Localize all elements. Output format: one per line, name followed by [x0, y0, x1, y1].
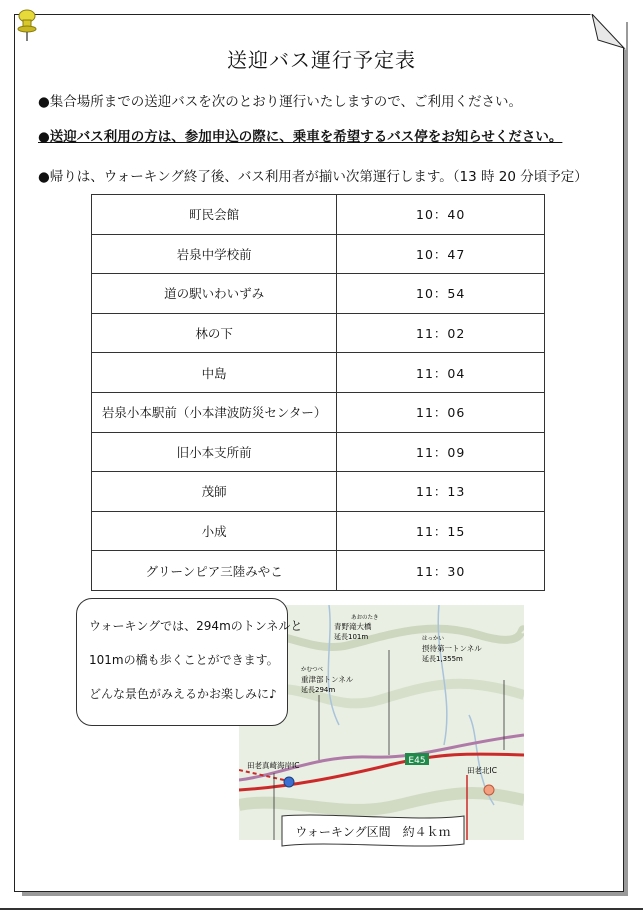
- bubble-line-1: ウォーキングでは、294mのトンネルと: [89, 619, 303, 633]
- table-row: [92, 353, 545, 393]
- departure-time-cell: 10：40: [337, 195, 545, 235]
- table-row: [92, 511, 545, 551]
- departure-time-cell: 11：02: [337, 313, 545, 353]
- table-row: [92, 472, 545, 512]
- departure-time-cell: 10：54: [337, 274, 545, 314]
- ic-left-label: 田老真崎海岸IC: [247, 761, 300, 770]
- table-row: [92, 392, 545, 432]
- notice-line-2: ●送迎バス利用の方は、参加申込の際に、乗車を希望するバス停をお知らせください。: [38, 129, 563, 145]
- notice-line-3: ●帰りは、ウォーキング終了後、バス利用者が揃い次第運行します。（13 時 20 分頃予定）: [38, 169, 588, 185]
- departure-time-cell: 11：15: [337, 511, 545, 551]
- notice-line-1: ●集合場所までの送迎バスを次のとおり運行いたしますので、ご利用ください。: [38, 94, 523, 110]
- bus-stop-cell: 茂師: [92, 472, 337, 512]
- table-row: [92, 551, 545, 591]
- pushpin-icon: [14, 8, 40, 42]
- departure-time-cell: 11：09: [337, 432, 545, 472]
- page-shadow-bottom: [22, 892, 628, 896]
- bus-stop-cell: 小成: [92, 511, 337, 551]
- departure-time-cell: 11：13: [337, 472, 545, 512]
- ic-right-label: 田老北IC: [467, 766, 497, 775]
- table-row: [92, 313, 545, 353]
- bus-schedule-table: [91, 194, 545, 591]
- bridge-ruby: あおのたき: [351, 615, 379, 621]
- bottom-rule: [0, 908, 643, 910]
- bus-stop-cell: 林の下: [92, 313, 337, 353]
- bus-stop-cell: 町民会館: [92, 195, 337, 235]
- route-number-label: E45: [408, 756, 426, 766]
- walking-section-label: ウォーキング区間 約４ｋｍ: [295, 825, 451, 839]
- bridge-length: 延長101m: [334, 633, 369, 641]
- bus-stop-cell: 道の駅いわいずみ: [92, 274, 337, 314]
- tunnel2-length: 延長1,355m: [422, 655, 463, 663]
- bus-stop-cell: 岩泉小本駅前（小本津波防災センター）: [92, 392, 337, 432]
- bridge-name: 青野滝大橋: [334, 622, 372, 631]
- departure-time-cell: 10：47: [337, 234, 545, 274]
- tunnel1-length: 延長294m: [301, 686, 336, 694]
- bus-stop-cell: グリーンピア三陸みやこ: [92, 551, 337, 591]
- departure-time-cell: 11：04: [337, 353, 545, 393]
- departure-time-cell: 11：30: [337, 551, 545, 591]
- page-title: 送迎バス運行予定表: [227, 48, 416, 72]
- tunnel1-ruby: かむつべ: [301, 667, 324, 673]
- info-speech-bubble: [76, 598, 303, 726]
- bus-stop-cell: 中島: [92, 353, 337, 393]
- bus-stop-cell: 旧小本支所前: [92, 432, 337, 472]
- tunnel2-ruby: はっかい: [422, 636, 445, 642]
- tunnel1-name: 重津部トンネル: [301, 675, 354, 684]
- bubble-line-3: どんな景色がみえるかお楽しみに♪: [89, 687, 277, 701]
- table-row: [92, 234, 545, 274]
- table-row: [92, 274, 545, 314]
- table-row: [92, 432, 545, 472]
- table-row: [92, 195, 545, 235]
- tunnel2-name: 摂待第一トンネル: [422, 644, 482, 653]
- page-shadow-right: [624, 22, 628, 894]
- departure-time-cell: 11：06: [337, 392, 545, 432]
- bus-stop-cell: 岩泉中学校前: [92, 234, 337, 274]
- bubble-line-2: 101mの橋も歩くことができます。: [89, 653, 279, 667]
